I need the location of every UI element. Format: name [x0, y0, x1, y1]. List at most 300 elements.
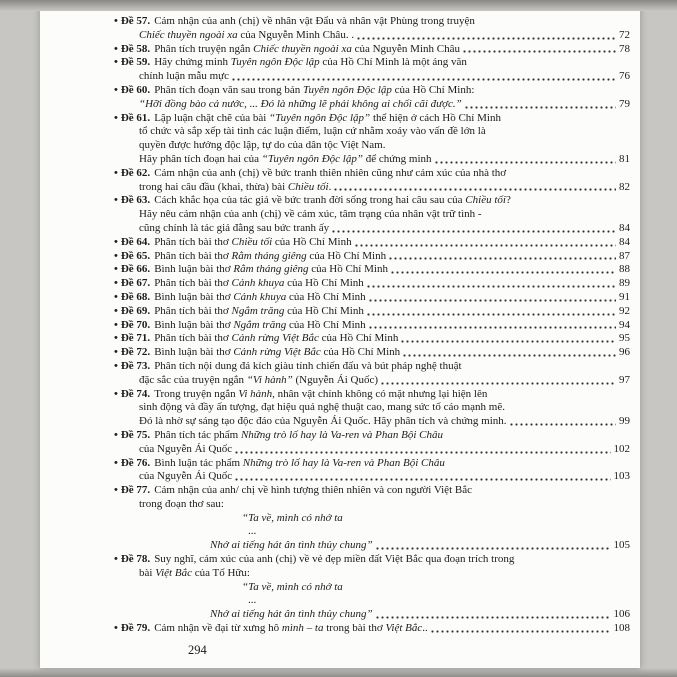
toc-line-text	[114, 263, 388, 277]
dotted-leader	[375, 615, 611, 620]
toc-line	[248, 525, 630, 539]
toc-entry	[114, 277, 630, 291]
toc-line-text	[114, 15, 475, 27]
entry-text: Hãy nêu cảm nhận của anh (chị) về cảm xúc, tâm trạng của nhân vật trữ tình -	[139, 208, 482, 221]
entry-text: Suy nghĩ, cảm xúc của anh (chị) về vẻ đẹp miền đất Việt Bắc qua đoạn trích trong	[154, 553, 515, 566]
toc-line-text	[114, 236, 352, 250]
work-title: Nhớ ai tiếng hát ân tình thủy chung”	[210, 539, 373, 552]
toc-entry	[114, 112, 630, 167]
bullet-icon: •	[114, 428, 118, 441]
entry-number: Đề 63.	[120, 194, 151, 207]
entry-page-number: 87	[619, 249, 630, 262]
toc-line-text	[139, 222, 329, 236]
bullet-icon: •	[114, 622, 118, 635]
entry-text: , nhân vật chính không có mặt nhưng lại hiện lên	[272, 387, 488, 400]
entry-page-number: 99	[619, 415, 630, 428]
toc-entry	[114, 388, 630, 429]
dotted-leader	[354, 243, 616, 248]
scan-shadow-top	[0, 0, 677, 11]
toc-line-text	[139, 70, 229, 84]
work-title: Những trò lố hay là Va-ren và Phan Bội Châu	[242, 456, 445, 469]
entry-text: Bình luận bài thơ	[154, 263, 234, 276]
toc-entry	[114, 84, 630, 112]
entry-page-number: 78	[619, 42, 630, 55]
toc-line-text	[248, 594, 256, 606]
entry-text: (Nguyễn Ái Quốc)	[292, 373, 378, 386]
toc-line-text	[139, 498, 224, 510]
entry-number: Đề 58.	[120, 42, 151, 55]
dotted-leader	[356, 36, 616, 41]
entry-text: Hãy chứng minh	[154, 56, 231, 69]
entry-number: Đề 73.	[120, 359, 151, 372]
work-title: Nhớ ai tiếng hát ân tình thủy chung”	[210, 608, 373, 621]
toc-entry	[114, 167, 630, 195]
entry-text: của Hồ Chí Minh:	[391, 83, 475, 96]
entry-text: tổ chức và sắp xếp tài tình các luận điểm, luận cứ nhằm xoáy vào vấn đề lớn là	[139, 125, 486, 138]
toc-line-text	[114, 388, 487, 400]
entry-page-number: 105	[613, 539, 630, 552]
toc-line	[114, 112, 630, 126]
entry-text: bài	[139, 566, 156, 579]
toc-line-text	[114, 194, 511, 206]
toc-line-text	[139, 443, 232, 457]
bullet-icon: •	[114, 277, 118, 290]
toc-line	[139, 208, 630, 222]
toc-line-text	[114, 84, 474, 96]
entry-text: ...	[248, 525, 257, 538]
toc-entry	[114, 332, 630, 346]
bullet-icon: •	[114, 263, 118, 276]
toc-line-text	[210, 539, 373, 553]
entry-page-number: 88	[619, 263, 630, 276]
entry-text: của Hồ Chí Minh	[284, 277, 364, 290]
toc-line	[114, 346, 630, 360]
bullet-icon: •	[114, 166, 118, 179]
entry-text: Bình luận tác phẩm	[154, 456, 243, 469]
toc-line-text	[139, 401, 505, 413]
toc-line-text	[242, 512, 343, 524]
bullet-icon: •	[114, 249, 118, 262]
bullet-icon: •	[114, 456, 118, 469]
entry-number: Đề 61.	[120, 111, 151, 124]
toc-line	[114, 84, 630, 98]
entry-text: Đó là nhờ sự sáng tạo độc đáo của Nguyễn Ái Quốc. Hãy phân tích và chứng minh.	[139, 415, 507, 428]
entry-number: Đề 78.	[120, 553, 151, 566]
entry-number: Đề 67.	[120, 277, 151, 290]
toc-line-text	[114, 622, 428, 636]
scan-shadow-bottom	[0, 668, 677, 677]
work-title: Việt Bắc	[155, 566, 192, 579]
entry-text: ..	[422, 622, 428, 635]
dotted-leader	[388, 256, 616, 261]
work-title: Chiều tối	[465, 194, 506, 207]
toc-line	[139, 98, 630, 112]
toc-line	[114, 194, 630, 208]
toc-line	[114, 305, 630, 319]
work-title: Việt Bắc	[385, 622, 423, 635]
entry-page-number: 79	[619, 97, 630, 110]
toc-line-text	[114, 305, 364, 319]
toc-line	[114, 484, 630, 498]
entry-text: của Hồ Chí Minh là một áng văn	[319, 56, 467, 69]
toc-line	[139, 567, 630, 581]
toc-list	[114, 15, 630, 636]
bullet-icon: •	[114, 553, 118, 566]
entry-text: đặc sắc của truyện ngắn	[139, 373, 247, 386]
toc-entry	[114, 194, 630, 235]
entry-number: Đề 66.	[120, 263, 151, 276]
entry-text: của Hồ Chí Minh	[320, 346, 401, 359]
dotted-leader	[333, 187, 616, 192]
toc-line-text	[139, 125, 486, 137]
entry-number: Đề 62.	[120, 166, 151, 179]
work-title: Cảnh rừng Việt Bắc	[233, 346, 321, 359]
dotted-leader	[462, 49, 616, 54]
toc-line	[114, 277, 630, 291]
entry-page-number: 102	[613, 442, 630, 455]
toc-line	[210, 608, 630, 622]
toc-entry	[114, 553, 630, 622]
toc-entry	[114, 56, 630, 84]
dotted-leader	[464, 105, 616, 110]
toc-entry	[114, 236, 630, 250]
entry-page-number: 94	[619, 318, 630, 331]
work-title: “Tuyên ngôn Độc lập”	[269, 111, 371, 124]
toc-line	[139, 29, 630, 43]
toc-line	[114, 167, 630, 181]
bullet-icon: •	[114, 15, 118, 27]
entry-number: Đề 59.	[120, 56, 151, 69]
toc-line-text	[114, 360, 462, 372]
entry-text: Phân tích bài thơ	[154, 332, 232, 345]
entry-number: Đề 71.	[120, 332, 151, 345]
work-title: Chiều tối	[287, 180, 329, 193]
entry-text: Bình luận bài thơ	[154, 290, 234, 303]
work-title: Cảnh khuya	[231, 277, 285, 290]
entry-page-number: 106	[613, 608, 630, 621]
dotted-leader	[434, 160, 616, 165]
toc-line-text	[114, 484, 472, 496]
dotted-leader	[375, 546, 611, 551]
toc-line	[114, 429, 630, 443]
toc-line-text	[114, 112, 501, 124]
page-number-footer	[188, 644, 630, 658]
entry-text: Phân tích bài thơ	[154, 304, 232, 317]
entry-text: Phân tích bài thơ	[154, 249, 232, 262]
toc-line-text	[114, 553, 514, 565]
table-of-contents	[40, 7, 640, 658]
toc-line-text	[114, 457, 445, 469]
bullet-icon: •	[114, 194, 118, 207]
entry-number: Đề 64.	[120, 235, 151, 248]
entry-number: Đề 70.	[120, 318, 151, 331]
entry-text: của Nguyễn Minh Châu	[351, 42, 460, 55]
toc-line-text	[139, 567, 250, 579]
bullet-icon: •	[114, 359, 118, 372]
toc-line	[139, 125, 630, 139]
toc-line	[242, 581, 630, 595]
dotted-leader	[368, 298, 616, 303]
page-number: 294	[188, 642, 207, 657]
toc-line	[114, 15, 630, 29]
entry-text: chính luận mẫu mực	[139, 70, 229, 83]
toc-line	[114, 360, 630, 374]
toc-line	[139, 415, 630, 429]
work-title: “Vi hành”	[246, 373, 293, 386]
entry-text: của Hồ Chí Minh	[318, 332, 399, 345]
bullet-icon: •	[114, 304, 118, 317]
toc-line	[139, 470, 630, 484]
entry-text: thể hiện ở cách Hồ Chí Minh	[370, 111, 501, 124]
work-title: Tuyên ngôn Độc lập	[230, 56, 320, 69]
work-title: “Ta về, mình có nhớ ta	[242, 580, 343, 593]
entry-page-number: 103	[613, 470, 630, 483]
entry-number: Đề 72.	[120, 346, 151, 359]
toc-line	[114, 553, 630, 567]
toc-line	[139, 153, 630, 167]
entry-text: Cảm nhận của anh/ chị về hình tượng thiên nhiên và con người Việt Bắc	[154, 484, 472, 497]
toc-entry	[114, 360, 630, 388]
entry-number: Đề 77.	[120, 484, 151, 497]
toc-line	[242, 512, 630, 526]
toc-line	[114, 332, 630, 346]
work-title: Chiếc thuyền ngoài xa	[139, 28, 238, 41]
entry-page-number: 97	[619, 373, 630, 386]
bullet-icon: •	[114, 318, 118, 331]
work-title: Tuyên ngôn Độc lập	[302, 83, 392, 96]
entry-text: của Nguyễn Ái Quốc	[139, 470, 233, 483]
work-title: Vi hành	[238, 387, 273, 400]
toc-line	[139, 374, 630, 388]
bullet-icon: •	[114, 56, 118, 69]
entry-page-number: 84	[619, 235, 630, 248]
entry-text: Trong truyện ngắn	[154, 387, 239, 400]
entry-number: Đề 75.	[120, 428, 151, 441]
bullet-icon: •	[114, 387, 118, 400]
entry-number: Đề 68.	[120, 290, 151, 303]
toc-line-text	[114, 319, 366, 333]
bullet-icon: •	[114, 42, 118, 55]
entry-text: Bình luận bài thơ	[154, 346, 234, 359]
toc-entry	[114, 291, 630, 305]
toc-line	[139, 70, 630, 84]
entry-text: của Hồ Chí Minh	[306, 249, 387, 262]
toc-line-text	[114, 429, 443, 441]
entry-text: Hãy phân tích đoạn hai của	[139, 152, 262, 165]
entry-text: của Hồ Chí Minh	[272, 235, 352, 248]
entry-text: quyền được hưởng độc lập, tự do của dân tộc Việt Nam.	[139, 139, 386, 152]
work-title: Cảnh khuya	[233, 290, 287, 303]
entry-text: để chứng minh	[362, 152, 432, 165]
toc-entry	[114, 250, 630, 264]
toc-line-text	[139, 181, 331, 195]
toc-line	[114, 263, 630, 277]
bullet-icon: •	[114, 332, 118, 345]
bullet-icon: •	[114, 290, 118, 303]
toc-line-text	[114, 43, 460, 57]
entry-page-number: 84	[619, 221, 630, 234]
toc-line-text	[210, 608, 373, 622]
dotted-leader	[368, 325, 616, 330]
toc-line-text	[114, 56, 467, 68]
work-title: Ngắm trăng	[233, 318, 287, 331]
toc-line	[114, 250, 630, 264]
toc-line	[139, 443, 630, 457]
toc-line	[114, 319, 630, 333]
work-title: “Hỡi đồng bào cả nước, ... Đó là những lẽ phải không ai chối cãi được.”	[139, 97, 462, 110]
toc-line	[114, 291, 630, 305]
toc-entry	[114, 319, 630, 333]
work-title: Chiếc thuyền ngoài xa	[253, 42, 352, 55]
dotted-leader	[366, 312, 616, 317]
entry-text: Phân tích tác phẩm	[154, 428, 241, 441]
entry-text: của Hồ Chí Minh	[308, 263, 388, 276]
dotted-leader	[331, 229, 616, 234]
dotted-leader	[430, 629, 611, 634]
entry-text: Cảm nhận của anh (chị) về bức tranh thiên nhiên cũng như cảm xúc của nhà thơ	[154, 166, 507, 179]
entry-page-number: 72	[619, 28, 630, 41]
toc-entry	[114, 457, 630, 485]
bullet-icon: •	[114, 346, 118, 359]
bullet-icon: •	[114, 484, 118, 497]
entry-text: Phân tích đoạn văn sau trong bản	[154, 83, 303, 96]
entry-number: Đề 60.	[120, 83, 151, 96]
toc-line	[139, 222, 630, 236]
bullet-icon: •	[114, 235, 118, 248]
dotted-leader	[380, 381, 616, 386]
toc-line-text	[139, 29, 354, 43]
dotted-leader	[402, 353, 616, 358]
dotted-leader	[390, 270, 616, 275]
entry-text: .	[328, 180, 332, 193]
dotted-leader	[231, 77, 616, 82]
work-title: Rằm tháng giêng	[233, 263, 309, 276]
dotted-leader	[234, 477, 610, 482]
toc-entry	[114, 43, 630, 57]
toc-entry	[114, 346, 630, 360]
toc-line-text	[114, 250, 386, 264]
entry-text: của Nguyễn Ái Quốc	[139, 442, 233, 455]
entry-text: Phân tích nội dung đả kích giàu tính chiến đấu và bút pháp nghệ thuật	[154, 359, 462, 372]
entry-text: của Hồ Chí Minh	[286, 318, 366, 331]
entry-text: trong hai câu đầu (khai, thừa) bài	[139, 180, 288, 193]
toc-line	[114, 56, 630, 70]
entry-page-number: 76	[619, 70, 630, 83]
dotted-leader	[366, 284, 616, 289]
toc-entry	[114, 263, 630, 277]
toc-line-text	[139, 374, 378, 388]
toc-line-text	[114, 346, 400, 360]
entry-text: Cách khắc họa của tác giả về bức tranh đời sống trong hai câu sau của	[154, 194, 466, 207]
entry-page-number: 91	[619, 290, 630, 303]
toc-line	[114, 457, 630, 471]
entry-text: ...	[248, 594, 257, 607]
toc-line	[114, 388, 630, 402]
toc-line	[114, 622, 630, 636]
entry-page-number: 89	[619, 277, 630, 290]
toc-line	[139, 498, 630, 512]
bullet-icon: •	[114, 111, 118, 124]
entry-text: Phân tích bài thơ	[154, 277, 232, 290]
entry-text: trong đoạn thơ sau:	[139, 497, 224, 510]
entry-text: Phân tích truyện ngắn	[154, 42, 254, 55]
entry-text: Cảm nhận của anh (chị) về nhân vật Đẩu và nhân vật Phùng trong truyện	[154, 15, 475, 27]
work-title: Rằm tháng giêng	[231, 249, 307, 262]
entry-text: Cảm nhận về đại từ xưng hô	[154, 622, 282, 635]
work-title: mình – ta	[281, 622, 324, 635]
entry-page-number: 82	[619, 180, 630, 193]
book-page	[40, 7, 640, 668]
work-title: Những trò lố hay là Va-ren và Phan Bội Châu	[240, 428, 444, 441]
work-title: “Tuyên ngôn Độc lập”	[261, 152, 363, 165]
toc-line-text	[139, 208, 482, 220]
entry-page-number: 81	[619, 152, 630, 165]
toc-line-text	[242, 581, 343, 593]
entry-number: Đề 76.	[120, 456, 151, 469]
toc-line-text	[114, 291, 366, 305]
entry-page-number: 92	[619, 304, 630, 317]
entry-page-number: 96	[619, 346, 630, 359]
toc-entry	[114, 484, 630, 553]
entry-text: ?	[505, 194, 511, 207]
entry-number: Đề 74.	[120, 387, 151, 400]
toc-entry	[114, 15, 630, 43]
toc-entry	[114, 429, 630, 457]
toc-line	[139, 139, 630, 153]
entry-text: trong bài thơ	[323, 622, 386, 635]
toc-line	[210, 539, 630, 553]
entry-number: Đề 57.	[120, 15, 151, 27]
entry-text: Lập luận chặt chẽ của bài	[154, 111, 270, 124]
work-title: Cảnh rừng Việt Bắc	[231, 332, 319, 345]
entry-page-number: 108	[613, 622, 630, 635]
toc-line-text	[139, 415, 507, 429]
entry-number: Đề 79.	[120, 622, 151, 635]
toc-line-text	[139, 98, 462, 112]
toc-line	[139, 401, 630, 415]
toc-line-text	[139, 153, 432, 167]
entry-text: sinh động và đầy ấn tượng, đạt hiệu quả nghệ thuật cao, mang sức tố cáo mạnh mẽ.	[139, 401, 505, 414]
toc-line-text	[114, 277, 364, 291]
bullet-icon: •	[114, 83, 118, 96]
toc-line-text	[139, 470, 232, 484]
dotted-leader	[509, 422, 616, 427]
dotted-leader	[400, 339, 616, 344]
toc-line-text	[139, 139, 385, 151]
entry-text: cũng chính là tác giả đằng sau bức tranh ấy	[139, 221, 330, 234]
work-title: Ngắm trăng	[231, 304, 285, 317]
toc-line	[139, 181, 630, 195]
entry-number: Đề 65.	[120, 249, 151, 262]
entry-text: Phân tích bài thơ	[154, 235, 232, 248]
toc-line	[248, 594, 630, 608]
entry-text: của Nguyễn Minh Châu. .	[237, 28, 355, 41]
toc-line-text	[114, 332, 398, 346]
work-title: “Ta về, mình có nhớ ta	[242, 511, 343, 524]
entry-page-number: 95	[619, 332, 630, 345]
work-title: Chiều tối	[231, 235, 273, 248]
toc-entry	[114, 305, 630, 319]
entry-text: Bình luận bài thơ	[154, 318, 234, 331]
dotted-leader	[234, 450, 610, 455]
toc-line-text	[114, 167, 506, 179]
entry-text: của Hồ Chí Minh	[286, 290, 366, 303]
toc-line-text	[248, 525, 256, 537]
toc-line	[114, 43, 630, 57]
entry-text: của Tố Hữu:	[191, 566, 250, 579]
entry-number: Đề 69.	[120, 304, 151, 317]
toc-line	[114, 236, 630, 250]
